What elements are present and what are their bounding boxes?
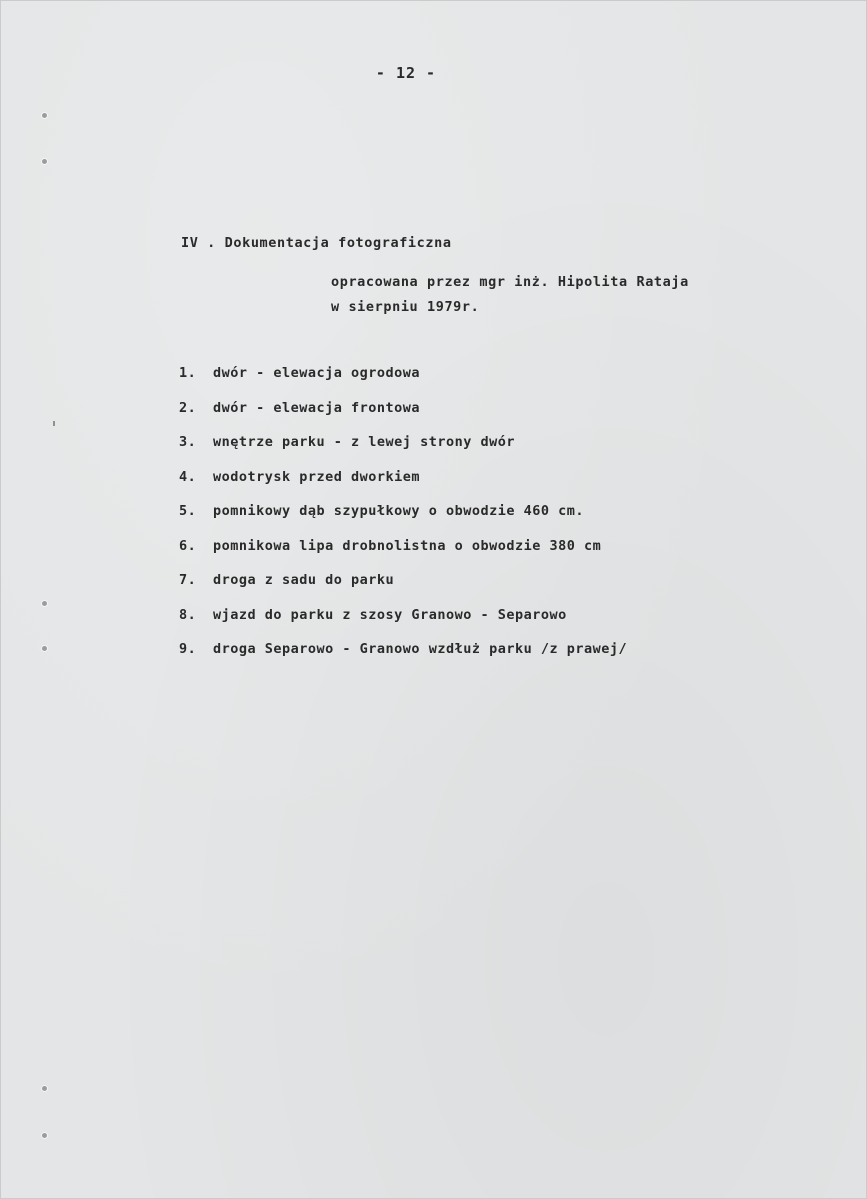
list-item-text: wjazd do parku z szosy Granowo - Separowo xyxy=(213,606,567,623)
punch-hole-mark xyxy=(42,159,47,164)
byline-date: w sierpniu 1979r. xyxy=(331,299,480,315)
punch-hole-mark xyxy=(42,1133,47,1138)
list-item-number: 7. xyxy=(179,572,197,588)
section-heading: IV . Dokumentacja fotograficzna xyxy=(181,235,452,251)
list-item-number: 1. xyxy=(179,365,197,381)
page-number: - 12 - xyxy=(375,64,437,82)
list-item xyxy=(179,434,627,469)
list-item-number: 8. xyxy=(179,606,197,623)
list-item-text: pomnikowa lipa drobnolistna o obwodzie 380 cm xyxy=(213,537,602,554)
punch-hole-mark xyxy=(42,113,47,118)
photo-list xyxy=(179,365,627,676)
list-item xyxy=(179,469,627,504)
list-item-text: dwór - elewacja frontowa xyxy=(213,399,421,416)
list-item-number: 9. xyxy=(179,641,197,657)
byline-author: opracowana przez mgr inż. Hipolita Rataja xyxy=(331,274,689,290)
list-item-number: 3. xyxy=(179,434,197,450)
list-item-number: 4. xyxy=(179,468,197,485)
list-item xyxy=(179,641,627,676)
list-item xyxy=(179,365,627,400)
list-item-text: droga Separowo - Granowo wzdłuż parku /z prawej/ xyxy=(213,641,628,657)
list-item xyxy=(179,538,627,573)
list-item xyxy=(179,400,627,435)
list-item-text: droga z sadu do parku xyxy=(213,572,395,588)
punch-hole-mark xyxy=(42,601,47,606)
list-item-text: pomnikowy dąb szypułkowy o obwodzie 460 cm. xyxy=(213,503,584,519)
list-item-number: 6. xyxy=(179,537,197,554)
list-item-number: 5. xyxy=(179,503,197,519)
list-item-text: wodotrysk przed dworkiem xyxy=(213,468,421,485)
punch-hole-mark xyxy=(42,646,47,651)
paper-speck xyxy=(53,421,55,426)
list-item xyxy=(179,572,627,607)
list-item-text: wnętrze parku - z lewej strony dwór xyxy=(213,434,515,450)
punch-hole-mark xyxy=(42,1086,47,1091)
list-item-text: dwór - elewacja ogrodowa xyxy=(213,365,421,381)
list-item-number: 2. xyxy=(179,399,197,416)
list-item xyxy=(179,607,627,642)
list-item xyxy=(179,503,627,538)
